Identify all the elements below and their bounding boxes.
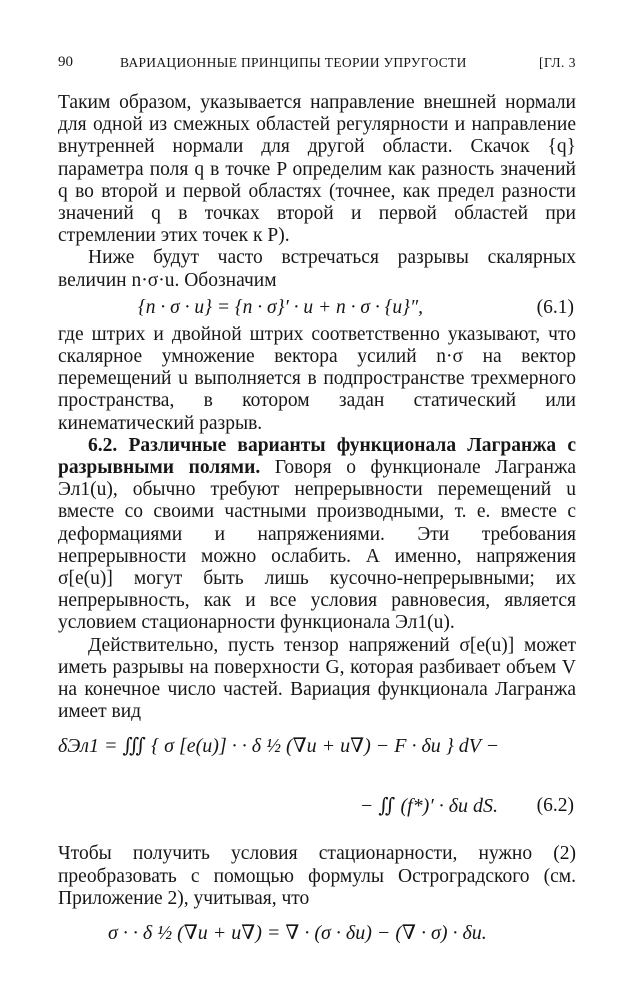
equation-6-1 [58, 292, 576, 324]
chapter-marker: [ГЛ. 3 [539, 55, 576, 70]
paragraph-2: Ниже будут часто встречаться разрывы скалярных величин n·σ·u. Обозначим [58, 247, 576, 291]
equation-6-2-number: (6.2) [536, 795, 574, 817]
equation-6-2-line-1 [58, 723, 576, 785]
section-6-2 [58, 435, 576, 635]
paragraph-1: Таким образом, указывается направление внешней нормали для одной из смежных областей регулярности и направление внутренней нормали для другой области. Скачок {q} параметра поля q в точке P определим как разность значений q во второй и первой областях (точнее, как предел разности значений q в точках второй и первой областей при стремлении этих точек к P). [58, 92, 576, 247]
page-number: 90 [58, 54, 73, 70]
paragraph-3: где штрих и двойной штрих соответственно указывают, что скалярное умножение вектора усилий n·σ на вектор перемещений u выполняется в подпространстве трехмерного пространства, в котором задан статический или кинематический разрыв. [58, 323, 576, 434]
equation-6-2-formula-a: δЭл1 = ∭ { σ [e(u)] · · δ ½ (∇u + u∇) − F · δu } dV − [58, 735, 500, 758]
running-header [58, 54, 576, 74]
equation-6-1-number: (6.1) [536, 296, 574, 318]
equation-6-1-formula: {n · σ · u} = {n · σ}′ · u + n · σ · {u}″, [138, 296, 423, 318]
equation-identity-formula: σ · · δ ½ (∇u + u∇) = ∇ · (σ · δu) − (∇ · σ) · δu. [108, 922, 487, 945]
section-6-2-title: 6.2. Различные варианты функционала Лагранжа с разрывными полями. [58, 434, 576, 479]
running-title: ВАРИАЦИОННЫЕ ПРИНЦИПЫ ТЕОРИИ УПРУГОСТИ [120, 55, 467, 70]
equation-6-2-line-2 [58, 785, 576, 843]
equation-identity [58, 910, 576, 954]
paragraph-5: Чтобы получить условия стационарности, нужно (2) преобразовать с помощью формулы Остроградского (см. Приложение 2), учитывая, что [58, 843, 576, 909]
equation-6-2-formula-b: − ∬ (f*)′ · δu dS. [359, 795, 498, 818]
section-6-2-text: Говоря о функционале Лагранжа Эл1(u), обычно требуют непрерывности перемещений u вместе со своими частными производными, т. е. вместе с деформациями и напряжениями. Эти требования непрерывности можно ослабить. А именно, напряжения σ[e(u)] могут быть лишь кусочно-непрерывными; их непрерывность, как и все условия равновесия, является условием стационарности функционала Эл1(u). [58, 457, 577, 634]
paragraph-4: Действительно, пусть тензор напряжений σ[e(u)] может иметь разрывы на поверхности G, которая разбивает объем V на конечное число частей. Вариация функционала Лагранжа имеет вид [58, 634, 576, 723]
page-body [58, 92, 576, 954]
